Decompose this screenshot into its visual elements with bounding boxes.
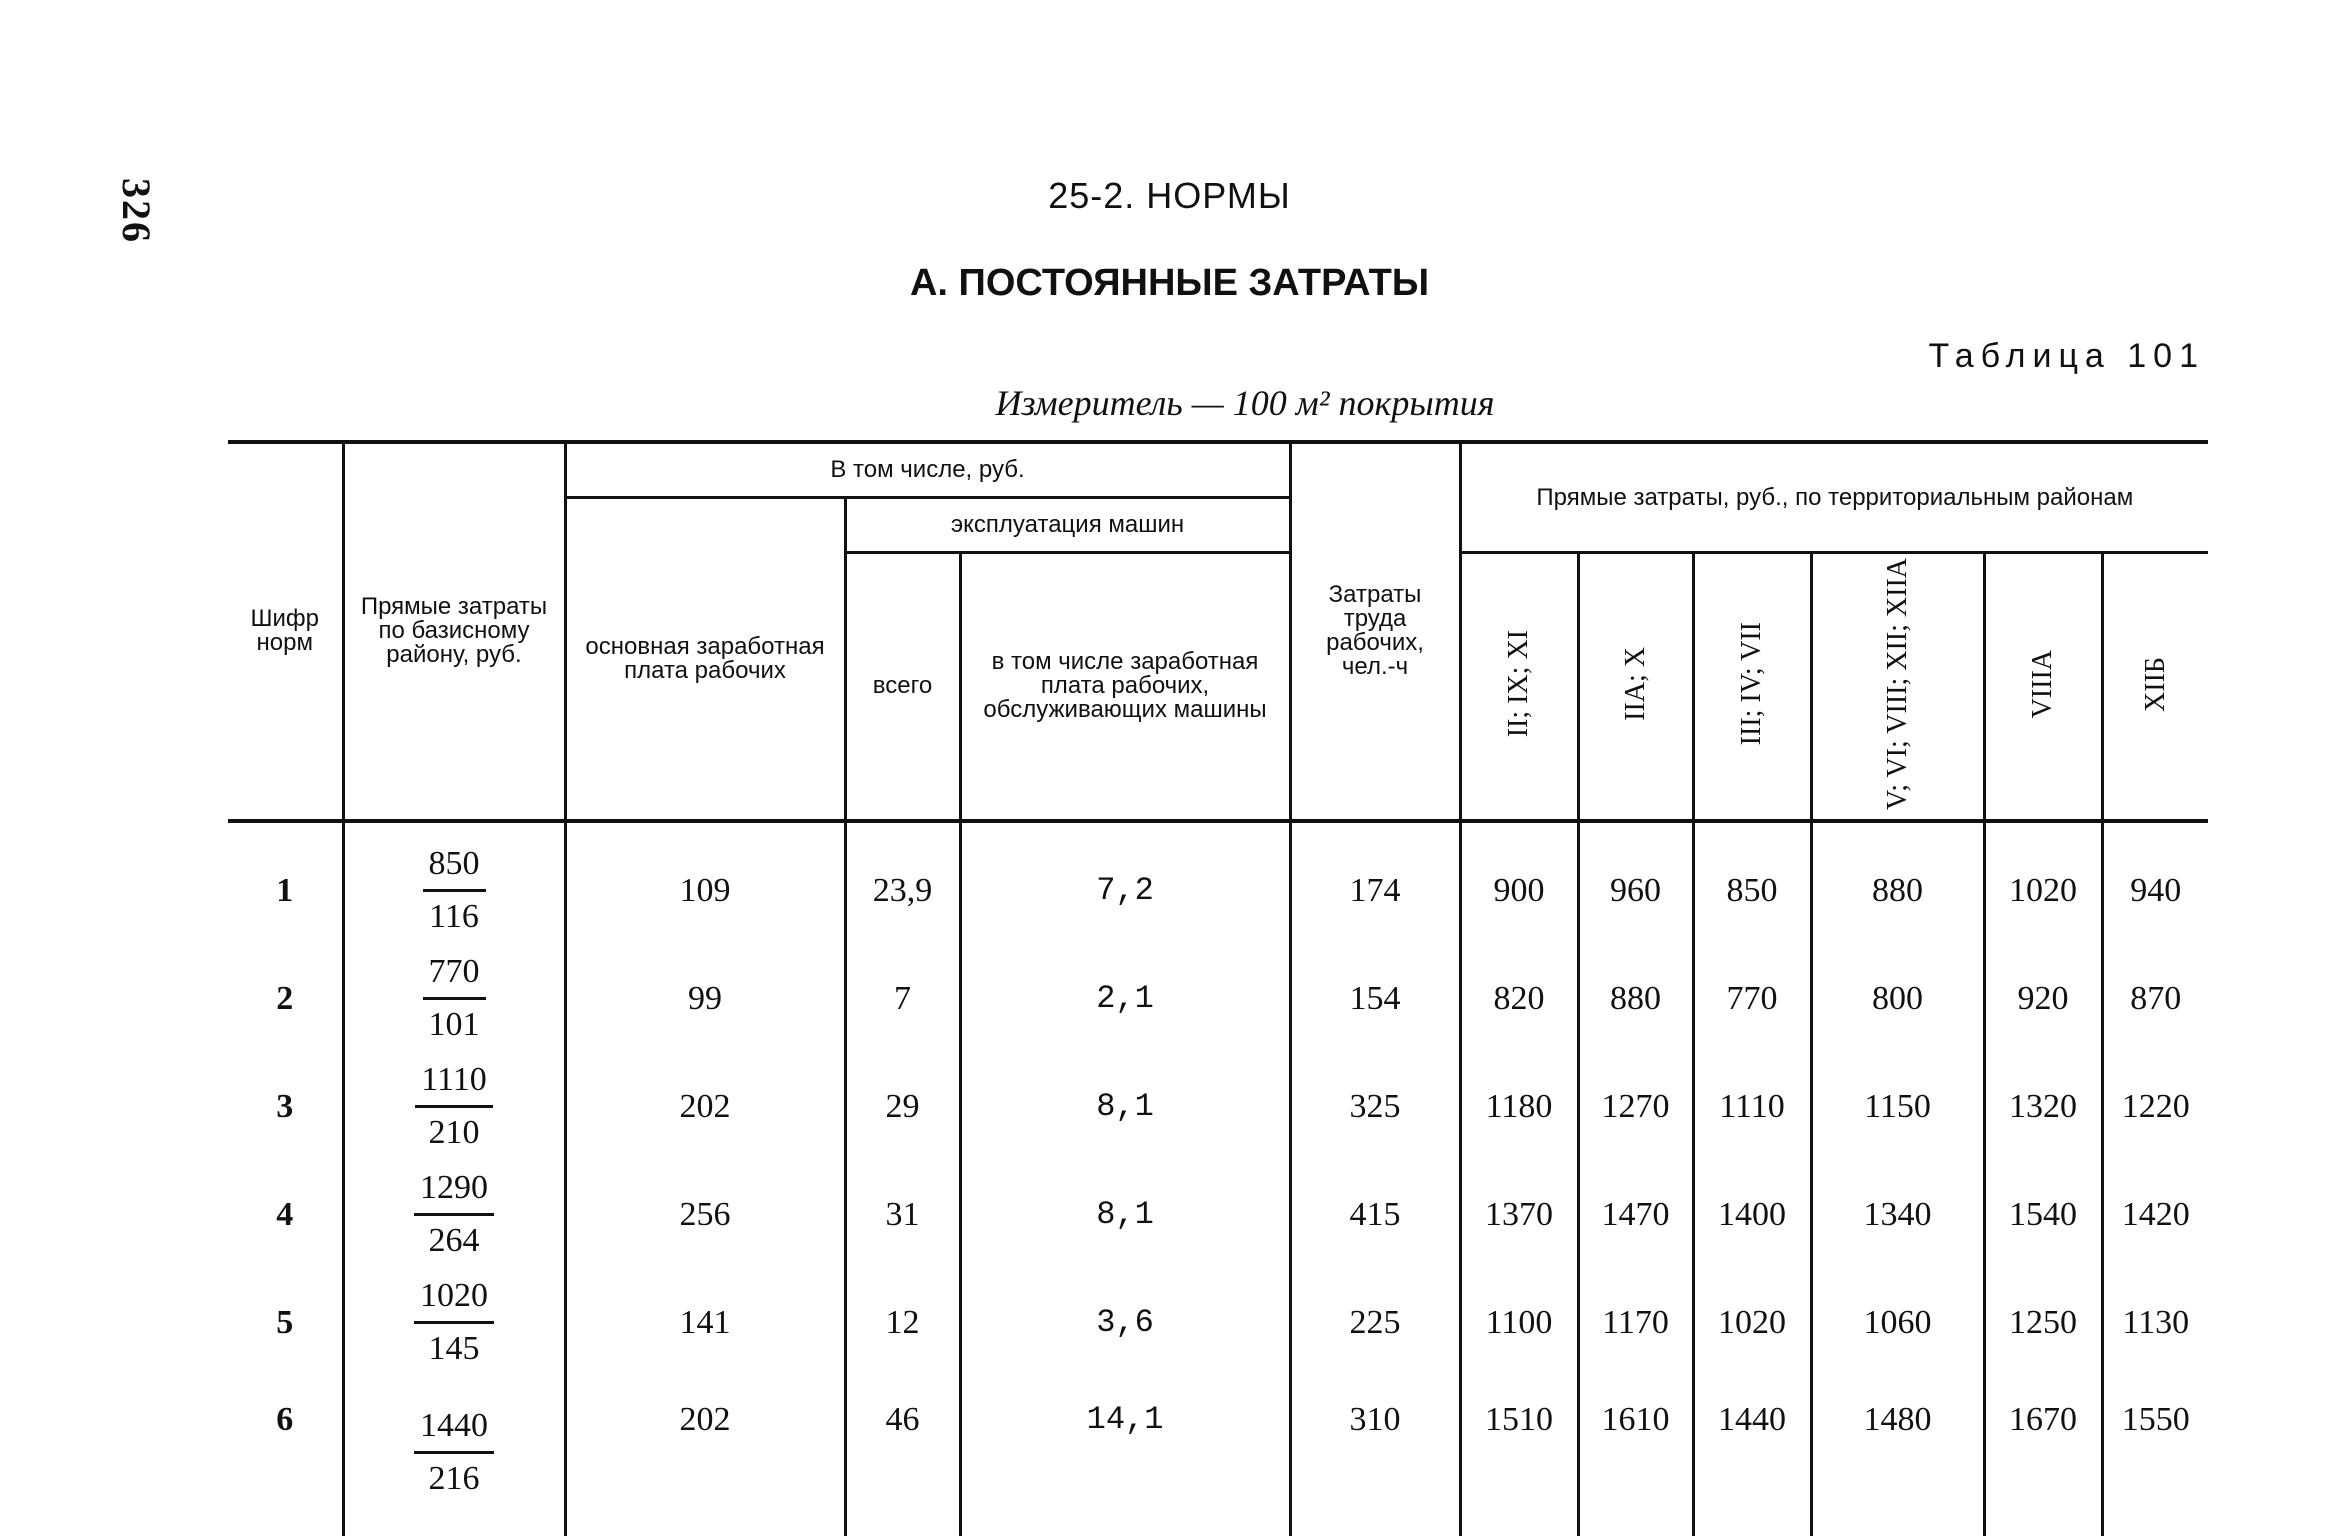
cell-base-wage: 202 — [565, 1053, 845, 1161]
cell-direct-base — [343, 821, 565, 945]
cell-machine-wage: 8,1 — [960, 1161, 1290, 1269]
cell-region-3: 1110 — [1693, 1053, 1811, 1161]
cell-base-wage: 202 — [565, 1377, 845, 1536]
base-numerator: 770 — [423, 947, 486, 1000]
cell-labor: 154 — [1290, 945, 1460, 1053]
header-direct-base: Прямые затраты по базисному району, руб. — [343, 442, 565, 821]
base-numerator: 1110 — [415, 1055, 492, 1108]
cell-machine-wage: 2,1 — [960, 945, 1290, 1053]
header-region-4: V; VI; VIII; XII; XIIА — [1811, 553, 1984, 821]
cell-region-3: 1020 — [1693, 1269, 1811, 1377]
base-denominator: 216 — [428, 1459, 480, 1497]
cell-region-4: 1150 — [1811, 1053, 1984, 1161]
header-machine-wage: в том числе заработная плата рабочих, обслуживающих машины — [960, 553, 1290, 821]
section-title: 25-2. НОРМЫ — [1048, 175, 1291, 216]
header-total: всего — [845, 553, 960, 821]
table-row — [228, 821, 2208, 945]
cell-region-1: 820 — [1460, 945, 1578, 1053]
base-numerator: 1020 — [414, 1271, 494, 1324]
cell-region-1: 1100 — [1460, 1269, 1578, 1377]
cell-region-3: 850 — [1693, 821, 1811, 945]
cell-region-2: 1470 — [1578, 1161, 1693, 1269]
header-region-2: IIА; X — [1578, 553, 1693, 821]
header-labor: Затраты труда рабочих, чел.-ч — [1290, 442, 1460, 821]
table-row — [228, 945, 2208, 1053]
cell-region-6: 1130 — [2102, 1269, 2208, 1377]
cell-labor: 415 — [1290, 1161, 1460, 1269]
base-numerator: 1440 — [414, 1401, 494, 1454]
header-machines: эксплуатация машин — [845, 498, 1290, 553]
cell-machines-total: 46 — [845, 1377, 960, 1536]
page-number: 326 — [114, 178, 159, 244]
cell-code: 5 — [228, 1269, 343, 1377]
cell-region-2: 1610 — [1578, 1377, 1693, 1536]
header-including: В том числе, руб. — [565, 442, 1290, 498]
cell-machines-total: 23,9 — [845, 821, 960, 945]
cell-region-1: 1370 — [1460, 1161, 1578, 1269]
header-base-wage: основная заработная плата рабочих — [565, 498, 845, 821]
base-numerator: 850 — [423, 839, 486, 892]
header-regional: Прямые затраты, руб., по территориальным районам — [1460, 442, 2208, 553]
base-numerator: 1290 — [414, 1163, 494, 1216]
header-region-3: III; IV; VII — [1693, 553, 1811, 821]
base-denominator: 264 — [428, 1222, 480, 1260]
cell-region-4: 800 — [1811, 945, 1984, 1053]
cell-machine-wage: 14,1 — [960, 1377, 1290, 1536]
cell-direct-base — [343, 1161, 565, 1269]
table-row — [228, 1269, 2208, 1377]
cell-code: 1 — [228, 821, 343, 945]
cell-labor: 174 — [1290, 821, 1460, 945]
cell-code: 6 — [228, 1377, 343, 1536]
cell-region-5: 1540 — [1984, 1161, 2102, 1269]
cell-code: 4 — [228, 1161, 343, 1269]
cell-region-6: 1550 — [2102, 1377, 2208, 1536]
cell-direct-base — [343, 1269, 565, 1377]
cell-base-wage: 256 — [565, 1161, 845, 1269]
cell-region-6: 940 — [2102, 821, 2208, 945]
cell-region-3: 1440 — [1693, 1377, 1811, 1536]
cell-base-wage: 141 — [565, 1269, 845, 1377]
cell-labor: 325 — [1290, 1053, 1460, 1161]
cell-region-3: 770 — [1693, 945, 1811, 1053]
cell-machine-wage: 7,2 — [960, 821, 1290, 945]
header-region-1: II; IX; XI — [1460, 553, 1578, 821]
cell-region-1: 1510 — [1460, 1377, 1578, 1536]
cell-region-1: 900 — [1460, 821, 1578, 945]
cell-labor: 310 — [1290, 1377, 1460, 1536]
header-code: Шифр норм — [228, 442, 343, 821]
cell-region-2: 1270 — [1578, 1053, 1693, 1161]
cell-region-5: 1670 — [1984, 1377, 2102, 1536]
cell-direct-base — [343, 1053, 565, 1161]
norms-table — [228, 440, 2208, 1536]
cell-base-wage: 99 — [565, 945, 845, 1053]
cell-region-6: 1220 — [2102, 1053, 2208, 1161]
cell-region-2: 960 — [1578, 821, 1693, 945]
base-denominator: 101 — [428, 1006, 480, 1044]
cell-machines-total: 7 — [845, 945, 960, 1053]
cell-region-4: 1480 — [1811, 1377, 1984, 1536]
header-region-5: VIIIА — [1984, 553, 2102, 821]
cell-region-4: 880 — [1811, 821, 1984, 945]
table-row — [228, 1377, 2208, 1536]
cell-region-5: 1020 — [1984, 821, 2102, 945]
cell-machine-wage: 8,1 — [960, 1053, 1290, 1161]
cell-region-5: 1250 — [1984, 1269, 2102, 1377]
cell-machines-total: 31 — [845, 1161, 960, 1269]
header-region-6: XIIБ — [2102, 553, 2208, 821]
cell-direct-base — [343, 945, 565, 1053]
subsection-title: А. ПОСТОЯННЫЕ ЗАТРАТЫ — [909, 262, 1430, 304]
cell-region-5: 1320 — [1984, 1053, 2102, 1161]
cell-region-1: 1180 — [1460, 1053, 1578, 1161]
cell-region-3: 1400 — [1693, 1161, 1811, 1269]
base-denominator: 145 — [428, 1330, 480, 1368]
base-denominator: 210 — [428, 1114, 480, 1152]
cell-region-5: 920 — [1984, 945, 2102, 1053]
cell-machines-total: 29 — [845, 1053, 960, 1161]
base-denominator: 116 — [429, 898, 479, 936]
cell-base-wage: 109 — [565, 821, 845, 945]
table-label: Таблица 101 — [1928, 337, 2205, 375]
cell-machines-total: 12 — [845, 1269, 960, 1377]
cell-code: 3 — [228, 1053, 343, 1161]
table-row — [228, 1053, 2208, 1161]
cell-code: 2 — [228, 945, 343, 1053]
cell-region-6: 870 — [2102, 945, 2208, 1053]
cell-region-4: 1060 — [1811, 1269, 1984, 1377]
cell-region-6: 1420 — [2102, 1161, 2208, 1269]
cell-direct-base — [343, 1377, 565, 1536]
cell-region-4: 1340 — [1811, 1161, 1984, 1269]
cell-labor: 225 — [1290, 1269, 1460, 1377]
cell-machine-wage: 3,6 — [960, 1269, 1290, 1377]
table-row — [228, 1161, 2208, 1269]
measure-unit: Измеритель — 100 м² покрытия — [995, 383, 1495, 423]
cell-region-2: 880 — [1578, 945, 1693, 1053]
cell-region-2: 1170 — [1578, 1269, 1693, 1377]
